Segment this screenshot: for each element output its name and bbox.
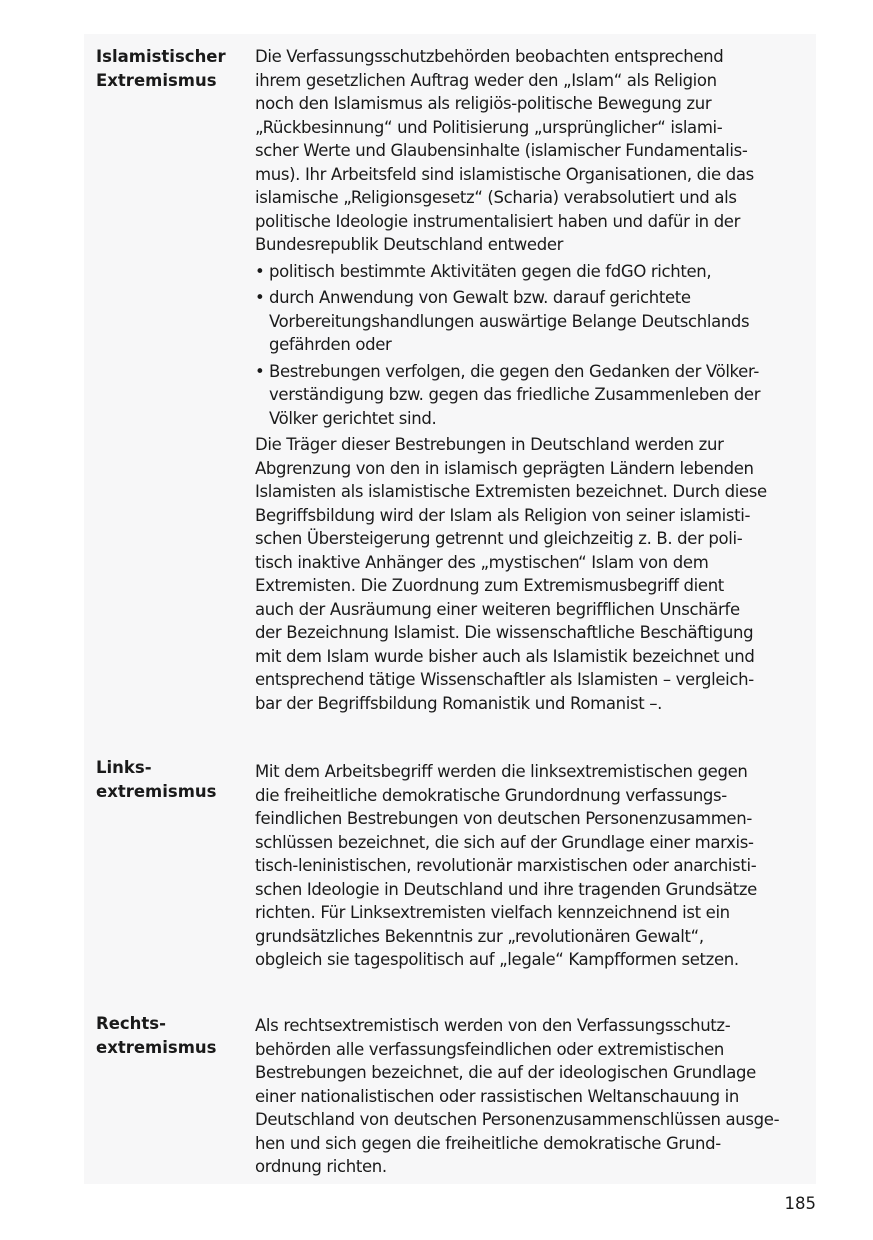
text-line: Islamisten als islamistische Extremisten bezeichnet. Durch diese [255, 482, 767, 501]
text-line: grundsätzliches Bekenntnis zur „revolutionären Gewalt“, [255, 926, 704, 946]
text-line: Deutschland von deutschen Personenzusammenschlüssen ausge- [255, 1110, 780, 1129]
list-item [255, 360, 817, 431]
definition-paragraph [255, 45, 817, 257]
text-line: hen und sich gegen die freiheitliche demokratische Grund- [255, 1133, 721, 1153]
bullet-list [255, 260, 817, 431]
text-line: tisch inaktive Anhänger des „mystischen“ Islam von dem [255, 552, 709, 572]
term-line: Islamistischer [96, 47, 226, 66]
text-line: mus). Ihr Arbeitsfeld sind islamistische Organisationen, die das [255, 164, 754, 184]
text-line: gefährden oder [269, 335, 392, 354]
term-line: Links- [96, 758, 152, 777]
text-line: Als rechtsextremistisch werden von den Verfassungsschutz- [255, 1016, 731, 1035]
list-item [255, 260, 817, 284]
list-item [255, 286, 817, 357]
text-line: behörden alle verfassungsfeindlichen oder extremistischen [255, 1039, 725, 1059]
text-line: schlüssen bezeichnet, die sich auf der Grundlage einer marxis- [255, 832, 754, 852]
text-line: • durch Anwendung von Gewalt bzw. darauf gerichtete [269, 288, 691, 307]
text-line: die freiheitliche demokratische Grundordnung verfassungs- [255, 785, 727, 805]
text-line: „Rückbesinnung“ und Politisierung „ursprünglicher“ islami- [255, 117, 723, 137]
text-line: Mit dem Arbeitsbegriff werden die linksextremistischen gegen [255, 762, 748, 781]
term-line: Extremismus [96, 70, 217, 90]
text-line: noch den Islamismus als religiös-politische Bewegung zur [255, 94, 712, 113]
page-number: 185 [784, 1194, 816, 1213]
definition-paragraph [255, 1014, 817, 1179]
text-line: einer nationalistischen oder rassistischen Weltanschauung in [255, 1086, 739, 1106]
text-line: richten. Für Linksextremisten vielfach kennzeichnend ist ein [255, 903, 730, 922]
text-line: politische Ideologie instrumentalisiert haben und dafür in der [255, 211, 741, 231]
glossary-term [96, 45, 246, 92]
term-line: extremismus [96, 1037, 217, 1057]
text-line: auch der Ausräumung einer weiteren begrifflichen Unschärfe [255, 599, 740, 619]
glossary-definition [255, 760, 817, 972]
text-line: der Bezeichnung Islamist. Die wissenschaftliche Beschäftigung [255, 623, 754, 642]
glossary-term [96, 1012, 246, 1059]
text-line: mit dem Islam wurde bisher auch als Islamistik bezeichnet und [255, 646, 755, 666]
text-line: Bestrebungen bezeichnet, die auf der ideologischen Grundlage [255, 1063, 756, 1082]
text-line: schen Ideologie in Deutschland und ihre tragenden Grundsätze [255, 879, 757, 899]
text-line: • politisch bestimmte Aktivitäten gegen die fdGO richten, [269, 261, 712, 281]
definition-paragraph [255, 433, 817, 715]
text-line: Die Träger dieser Bestrebungen in Deutschland werden zur [255, 435, 724, 454]
text-line: islamische „Religionsgesetz“ (Scharia) verabsolutiert und als [255, 188, 737, 207]
text-line: Vorbereitungshandlungen auswärtige Belange Deutschlands [269, 311, 750, 331]
text-line: Die Verfassungsschutzbehörden beobachten entsprechend [255, 47, 724, 66]
text-line: Extremisten. Die Zuordnung zum Extremismusbegriff dient [255, 576, 724, 595]
text-line: Bundesrepublik Deutschland entweder [255, 235, 564, 254]
text-line: bar der Begriffsbildung Romanistik und Romanist –. [255, 693, 663, 713]
text-line: verständigung bzw. gegen das friedliche Zusammenleben der [269, 385, 761, 404]
text-line: tisch-leninistischen, revolutionär marxistischen oder anarchisti- [255, 856, 757, 875]
text-line: • Bestrebungen verfolgen, die gegen den Gedanken der Völker- [269, 361, 759, 381]
term-line: Rechts- [96, 1014, 166, 1033]
glossary-term [96, 756, 246, 803]
text-line: scher Werte und Glaubensinhalte (islamischer Fundamentalis- [255, 141, 748, 160]
term-line: extremismus [96, 781, 217, 801]
text-line: feindlichen Bestrebungen von deutschen Personenzusammen- [255, 809, 752, 828]
text-line: obgleich sie tagespolitisch auf „legale“ Kampfformen setzen. [255, 950, 739, 969]
text-line: Abgrenzung von den in islamisch geprägten Ländern lebenden [255, 458, 754, 478]
text-line: ordnung richten. [255, 1157, 387, 1176]
definition-paragraph [255, 760, 817, 972]
text-line: schen Übersteigerung getrennt und gleichzeitig z. B. der poli- [255, 529, 743, 548]
text-line: Begriffsbildung wird der Islam als Religion von seiner islamisti- [255, 505, 751, 525]
text-line: entsprechend tätige Wissenschaftler als Islamisten – vergleich- [255, 670, 754, 689]
text-line: Völker gerichtet sind. [269, 408, 437, 428]
glossary-definition [255, 45, 817, 715]
glossary-definition [255, 1014, 817, 1179]
text-line: ihrem gesetzlichen Auftrag weder den „Islam“ als Religion [255, 70, 717, 90]
